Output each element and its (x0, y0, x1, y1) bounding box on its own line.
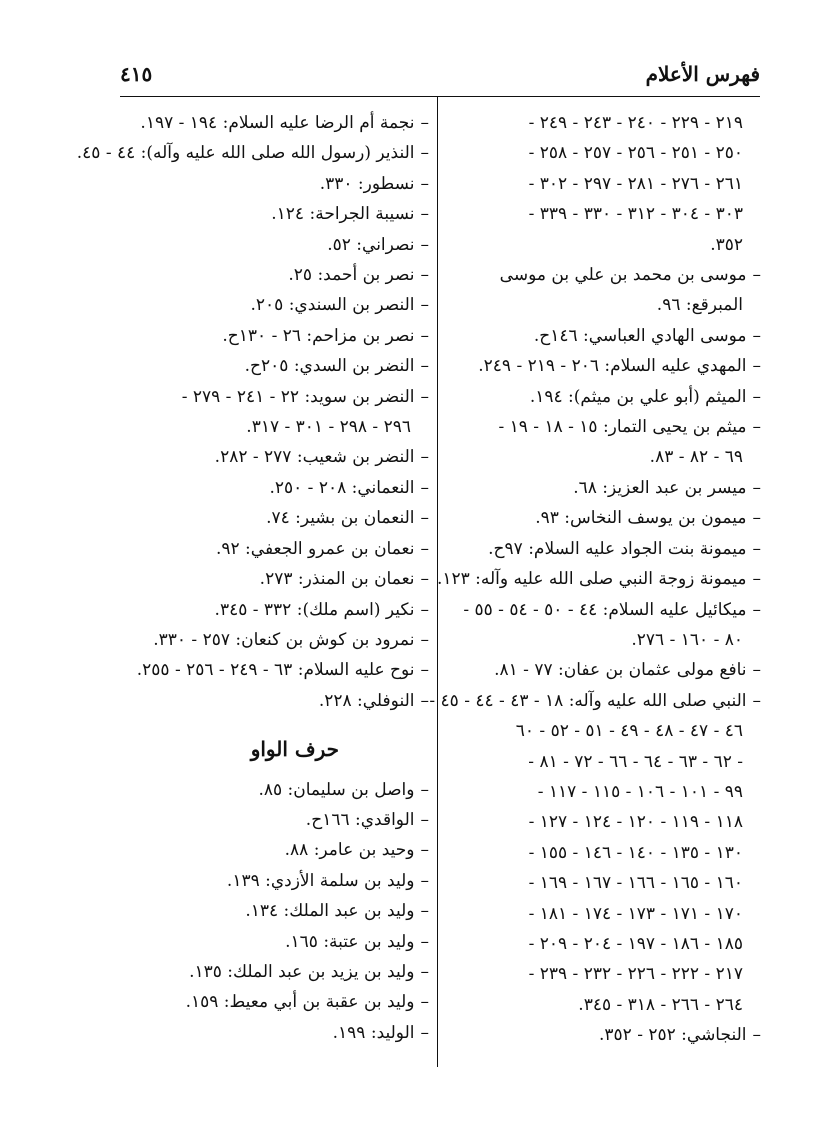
entry-text: نافع مولى عثمان بن عفان: ٧٧ - ٨١. (494, 660, 747, 681)
index-entry (76, 138, 429, 168)
entry-text: نصراني: ٥٢. (327, 234, 415, 255)
entry-continuation: ٣٠٣ - ٣٠٤ - ٣١٢ - ٣٣٠ - ٣٣٩ - (528, 204, 743, 225)
entry-text: الميثم (أبو علي بن ميثم): ١٩٤. (529, 386, 747, 407)
entry-text: وليد بن عتبة: ١٦٥. (285, 931, 415, 952)
index-entry (129, 686, 429, 716)
index-entry (451, 382, 761, 412)
entry-text: النجاشي: ٢٥٢ - ٣٥٢. (598, 1025, 747, 1046)
entry-dash: – (420, 961, 429, 982)
entry-continuation: المبرقع: ٩٦. (656, 295, 743, 316)
entry-text: نكير (اسم ملك): ٣٣٢ - ٣٤٥. (214, 599, 415, 620)
index-entry (129, 108, 429, 138)
entry-dash: – (420, 325, 429, 346)
entry-text: وليد بن يزيد بن عبد الملك: ١٣٥. (189, 961, 415, 982)
section-heading: حرف الواو (250, 737, 339, 762)
entry-dash: – (752, 690, 761, 711)
entry-text: نمرود بن كوش بن كنعان: ٢٥٧ - ٣٣٠. (153, 629, 415, 650)
index-entry (429, 686, 761, 716)
index-entry (129, 775, 429, 805)
entry-text: ميمونة بنت الجواد عليه السلام: ٩٧ح. (488, 538, 747, 559)
entry-text: نعمان بن المنذر: ٢٧٣. (259, 569, 415, 590)
index-entry (451, 351, 761, 381)
index-entry (451, 260, 761, 290)
page-number: ٤١٥ (120, 62, 153, 86)
entry-text: نسيبة الجراحة: ١٢٤. (271, 204, 415, 225)
entry-dash: – (420, 356, 429, 377)
entry-text: ميكائيل عليه السلام: ٤٤ - ٥٠ - ٥٤ - ٥٥ - (463, 599, 747, 620)
entry-continuation: - ٦٢ - ٦٣ - ٦٤ - ٦٦ - ٧٢ - ٨١ - (528, 751, 743, 772)
index-entry (451, 534, 761, 564)
entry-text: نصر بن أحمد: ٢٥. (288, 265, 415, 286)
entry-continuation: ٢١٩ - ٢٢٩ - ٢٤٠ - ٢٤٣ - ٢٤٩ - (528, 113, 743, 133)
entry-dash: – (420, 1022, 429, 1043)
entry-continuation: ٢٩٦ - ٢٩٨ - ٣٠١ - ٣١٧. (246, 417, 411, 438)
entry-dash: – (420, 931, 429, 952)
entry-text: واصل بن سليمان: ٨٥. (258, 779, 415, 800)
page-header (120, 56, 760, 96)
index-entry (129, 805, 429, 835)
entry-dash: – (420, 840, 429, 861)
entry-continuation: ١٣٠ - ١٣٥ - ١٤٠ - ١٤٦ - ١٥٥ - (528, 842, 743, 863)
entry-dash: – (420, 901, 429, 922)
entry-text: النبي صلى الله عليه وآله: ١٨ - ٤٣ - ٤٤ - ٤٥ - (429, 690, 747, 711)
index-entry (129, 564, 429, 594)
index-entry (129, 534, 429, 564)
header-rule (120, 96, 760, 97)
entry-text: موسى الهادي العباسي: ١٤٦ح. (533, 325, 747, 346)
entry-continuation: ١٨٥ - ١٨٦ - ١٩٧ - ٢٠٤ - ٢٠٩ - (528, 933, 743, 954)
entry-dash: – (420, 569, 429, 590)
index-entry (129, 503, 429, 533)
index-entry (129, 625, 429, 655)
entry-dash: – (752, 265, 761, 286)
entry-dash: – (752, 599, 761, 620)
entry-dash: – (752, 325, 761, 346)
entry-text: الواقدي: ١٦٦ح. (305, 809, 415, 830)
entry-dash: – (752, 356, 761, 377)
index-entry (129, 655, 429, 685)
entry-text: النعماني: ٢٠٨ - ٢٥٠. (269, 477, 415, 498)
index-entry (129, 957, 429, 987)
entry-text: ميمونة زوجة النبي صلى الله عليه وآله: ١٢٣. (436, 569, 747, 590)
entry-dash: – (752, 508, 761, 529)
entry-dash: – (420, 265, 429, 286)
entry-text: نعمان بن عمرو الجعفي: ٩٢. (215, 538, 415, 559)
entry-continuation: ٩٩ - ١٠١ - ١٠٦ - ١١٥ - ١١٧ - (537, 781, 743, 802)
entry-continuation: ٢١٧ - ٢٢٢ - ٢٢٦ - ٢٣٢ - ٢٣٩ - (528, 964, 743, 985)
entry-dash: – (752, 417, 761, 438)
index-entry (129, 896, 429, 926)
entry-continuation: ٢٦٤ - ٢٦٦ - ٣١٨ - ٣٤٥. (578, 994, 743, 1015)
index-entry (451, 503, 761, 533)
entry-dash: – (752, 538, 761, 559)
index-entry (129, 199, 429, 229)
entry-dash: – (752, 477, 761, 498)
entry-text: وحيد بن عامر: ٨٨. (284, 840, 415, 861)
index-entry (129, 1018, 429, 1048)
entry-continuation: ١١٨ - ١١٩ - ١٢٠ - ١٢٤ - ١٢٧ - (528, 812, 743, 833)
index-entry (451, 473, 761, 503)
entry-text: النعمان بن بشير: ٧٤. (266, 508, 415, 529)
entry-dash: – (420, 113, 429, 133)
index-entry (436, 564, 761, 594)
entry-text: النذير (رسول الله صلى الله عليه وآله): ٤٤ - ٤٥. (76, 143, 415, 164)
entry-dash: – (420, 508, 429, 529)
entry-continuation: ٣٥٢. (710, 234, 743, 255)
entry-text: الوليد: ١٩٩. (332, 1022, 415, 1043)
entry-dash: – (752, 569, 761, 590)
entry-text: النضر بن سويد: ٢٢ - ٢٤١ - ٢٧٩ - (181, 386, 415, 407)
index-column-left (76, 108, 429, 1048)
entry-text: وليد بن عقبة بن أبي معيط: ١٥٩. (185, 992, 415, 1013)
entry-text: موسى بن محمد بن علي بن موسى (499, 265, 747, 286)
entry-text: وليد بن سلمة الأزدي: ١٣٩. (226, 870, 415, 891)
index-entry (129, 290, 429, 320)
index-entry (129, 351, 429, 381)
entry-dash: – (420, 690, 429, 711)
index-entry (129, 230, 429, 260)
entry-text: المهدي عليه السلام: ٢٠٦ - ٢١٩ - ٢٤٩. (478, 356, 747, 377)
index-entry (451, 1020, 761, 1050)
entry-text: النوفلي: ٢٢٨. (318, 690, 415, 711)
entry-continuation: ٢٦١ - ٢٧٦ - ٢٨١ - ٢٩٧ - ٣٠٢ - (528, 173, 743, 194)
entry-dash: – (420, 870, 429, 891)
index-entry (129, 260, 429, 290)
index-entry (129, 987, 429, 1017)
entry-dash: – (420, 295, 429, 316)
index-entry (451, 655, 761, 685)
entry-dash: – (420, 204, 429, 225)
entry-text: النضر بن شعيب: ٢٧٧ - ٢٨٢. (214, 447, 415, 468)
index-entry (129, 473, 429, 503)
entry-dash: – (420, 779, 429, 800)
entry-text: ميسر بن عبد العزيز: ٦٨. (573, 477, 747, 498)
index-entry (129, 169, 429, 199)
entry-dash: – (752, 1025, 761, 1046)
entry-text: النصر بن السندي: ٢٠٥. (250, 295, 415, 316)
index-entry (129, 595, 429, 625)
entry-dash: – (752, 660, 761, 681)
index-entry (451, 595, 761, 625)
entry-text: نسطور: ٣٣٠. (319, 173, 415, 194)
index-entry (451, 412, 761, 442)
index-entry (129, 321, 429, 351)
entry-continuation: ٢٥٠ - ٢٥١ - ٢٥٦ - ٢٥٧ - ٢٥٨ - (528, 143, 743, 164)
entry-dash: – (752, 386, 761, 407)
header-title: فهرس الأعلام (645, 62, 760, 86)
entry-text: نصر بن مزاحم: ٢٦ - ١٣٠ح. (222, 325, 415, 346)
entry-dash: – (420, 660, 429, 681)
entry-text: وليد بن عبد الملك: ١٣٤. (245, 901, 415, 922)
entry-continuation: ٨٠ - ١٦٠ - ٢٧٦. (631, 629, 743, 650)
entry-dash: – (420, 809, 429, 830)
entry-dash: – (420, 234, 429, 255)
entry-text: ميمون بن يوسف النخاس: ٩٣. (535, 508, 747, 529)
entry-dash: – (420, 386, 429, 407)
entry-text: ميثم بن يحيى التمار: ١٥ - ١٨ - ١٩ - (498, 417, 747, 438)
index-entry (129, 866, 429, 896)
index-entry (451, 321, 761, 351)
entry-dash: – (420, 173, 429, 194)
entry-text: نجمة أم الرضا عليه السلام: ١٩٤ - ١٩٧. (140, 113, 415, 133)
entry-dash: – (420, 477, 429, 498)
index-entry (129, 442, 429, 472)
entry-continuation: ٦٩ - ٨٢ - ٨٣. (649, 447, 743, 468)
entry-continuation: ١٧٠ - ١٧١ - ١٧٣ - ١٧٤ - ١٨١ - (528, 903, 743, 924)
index-column-right (429, 108, 761, 1051)
entry-dash: – (420, 992, 429, 1013)
index-entry (129, 382, 429, 412)
entry-dash: – (420, 143, 429, 164)
index-entry (129, 835, 429, 865)
entry-dash: – (420, 599, 429, 620)
entry-dash: – (420, 538, 429, 559)
entry-dash: – (420, 629, 429, 650)
entry-text: نوح عليه السلام: ٦٣ - ٢٤٩ - ٢٥٦ - ٢٥٥. (136, 660, 415, 681)
entry-continuation: ٤٦ - ٤٧ - ٤٨ - ٤٩ - ٥١ - ٥٢ - ٦٠ (515, 721, 743, 742)
entry-dash: – (420, 447, 429, 468)
entry-text: النضر بن السدي: ٢٠٥ح. (244, 356, 415, 377)
entry-continuation: ١٦٠ - ١٦٥ - ١٦٦ - ١٦٧ - ١٦٩ - (528, 873, 743, 894)
index-entry (129, 927, 429, 957)
